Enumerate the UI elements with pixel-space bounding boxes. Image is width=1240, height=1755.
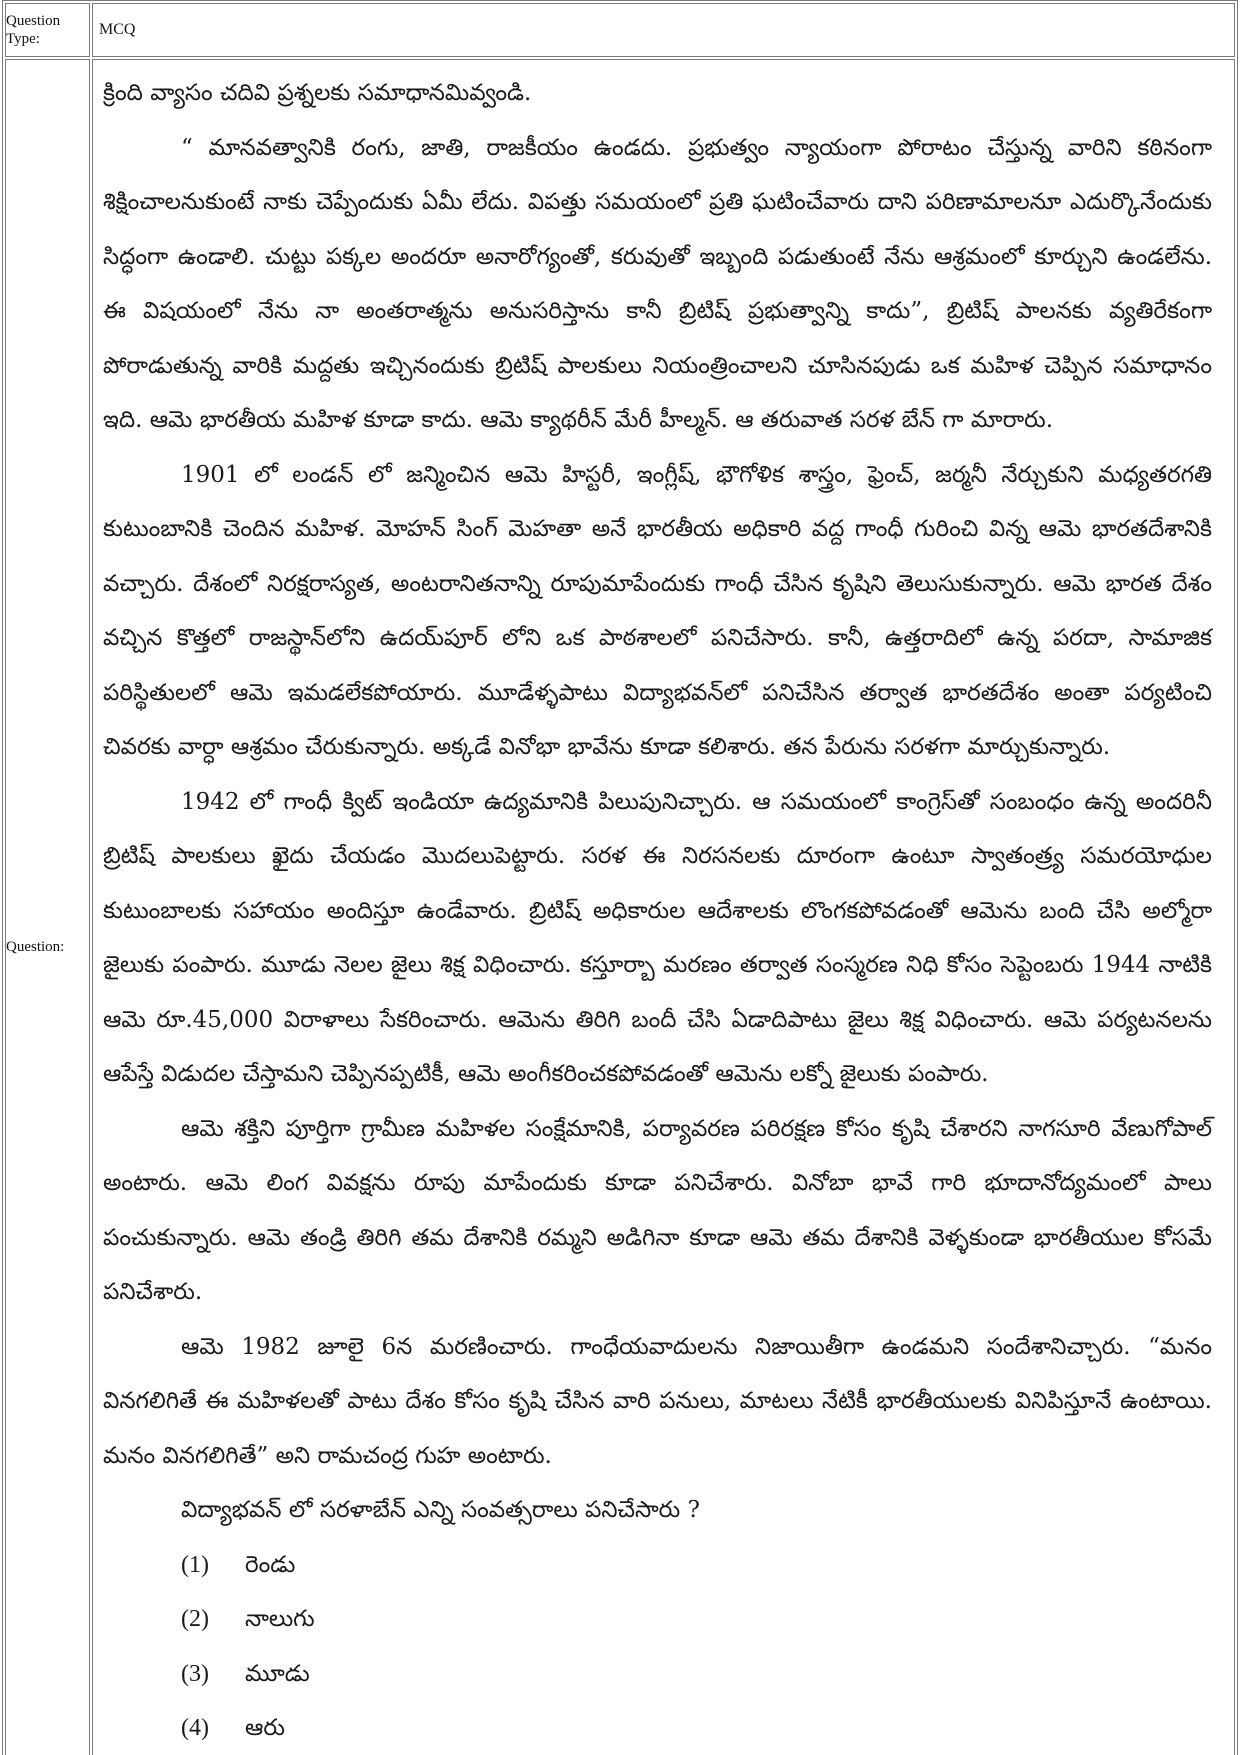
option-1[interactable]: [103, 1538, 1212, 1593]
option-number: (4): [181, 1715, 209, 1741]
question-sheet: [2, 0, 1238, 1755]
option-number: (1): [181, 1551, 209, 1578]
question-content: [92, 59, 1235, 1755]
passage-paragraph-3: 1942 లో గాంధీ క్విట్ ఇండియా ఉద్యమానికి పిలుపునిచ్చారు. ఆ సమయంలో కాంగ్రెస్‌తో సంబంధం ఉన్న అందరినీ బ్రిటిష్ పాలకులు ఖైదు చేయడం మొదలుపెట్టారు. సరళ ఈ నిరసనలకు దూరంగా ఉంటూ స్వాతంత్ర్య సమరయోధుల కుటుంబాలకు సహాయం అందిస్తూ ఉండేవారు. బ్రిటిష్ అధికారుల ఆదేశాలకు లొంగకపోవడంతో ఆమెను బంది చేసి అల్మోరా జైలుకు పంపారు. మూడు నెలల జైలు శిక్ష విధించారు. కస్తూర్బా మరణం తర్వాత సంస్మరణ నిధి కోసం సెప్టెంబరు 1944 నాటికి ఆమె రూ.45,000 విరాళాలు సేకరించారు. ఆమెను తిరిగి బందీ చేసి ఏడాదిపాటు జైలు శిక్ష విధించారు. ఆమె పర్యటనలను ఆపేస్తే విడుదల చేస్తామని చెప్పినప్పటికీ, ఆమె అంగీకరించకపోవడంతో ఆమెను లక్నో జైలుకు పంపారు.: [103, 788, 1212, 1087]
question-table: [2, 0, 1238, 1755]
option-text: నాలుగు: [245, 1606, 315, 1632]
option-2[interactable]: [103, 1592, 1212, 1647]
passage-instruction: క్రింది వ్యాసం చదివి ప్రశ్నలకు సమాధానమివ్వండి.: [103, 80, 532, 106]
question-type-label: Question Type:: [5, 3, 90, 57]
option-number: (2): [181, 1606, 209, 1632]
passage-paragraph-5: ఆమె 1982 జూలై 6న మరణించారు. గాంధేయవాదులను నిజాయితీగా ఉండమని సందేశానిచ్చారు. “మనం వినగలిగితే ఈ మహిళలతో పాటు దేశం కోసం కృషి చేసిన వారి పనులు, మాటలు నేటికీ భారతీయులకు వినిపిస్తూనే ఉంటాయి. మనం వినగలిగితే” అని రామచంద్ర గుహ అంటారు.: [103, 1333, 1212, 1469]
option-4[interactable]: [103, 1701, 1212, 1755]
passage-paragraph-2: 1901 లో లండన్ లో జన్మించిన ఆమె హిస్టరీ, ఇంగ్లీష్, భౌగోళిక శాస్త్రం, ఫ్రెంచ్, జర్మనీ నేర్చుకుని మధ్యతరగతి కుటుంబానికి చెందిన మహిళ. మోహన్ సింగ్ మెహతా అనే భారతీయ అధికారి వద్ద గాంధీ గురించి విన్న ఆమె భారతదేశానికి వచ్చారు. దేశంలో నిరక్షరాస్యత, అంటరానితనాన్ని రూపుమాపేందుకు గాంధీ చేసిన కృషిని తెలుసుకున్నారు. ఆమె భారత దేశం వచ్చిన కొత్తలో రాజస్థాన్‌లోని ఉదయ్‌పూర్ లోని ఒక పాఠశాలలో పనిచేసారు. కానీ, ఉత్తరాదిలో ఉన్న పరదా, సామాజిక పరిస్థితులలో ఆమె ఇమడలేకపోయారు. మూడేళ్ళపాటు విద్యాభవన్‌లో పనిచేసిన తర్వాత భారతదేశం అంతా పర్యటించి చివరకు వార్ధా ఆశ్రమం చేరుకున్నారు. అక్కడే వినోభా భావేను కూడా కలిశారు. తన పేరును సరళగా మార్చుకున్నారు.: [103, 461, 1212, 760]
option-number: (3): [181, 1660, 209, 1687]
question-row: [5, 59, 1235, 1755]
question-label: Question:: [5, 59, 90, 1755]
option-text: ఆరు: [245, 1715, 285, 1741]
question-prompt: విద్యాభవన్ లో సరళాబేన్ ఎన్ని సంవత్సరాలు పనిచేసారు ?: [181, 1497, 700, 1523]
option-text: రెండు: [245, 1551, 296, 1578]
option-text: మూడు: [245, 1660, 310, 1687]
question-body: [93, 60, 1234, 1755]
question-type-row: [5, 3, 1235, 57]
passage-paragraph-4: ఆమె శక్తిని పూర్తిగా గ్రామీణ మహిళల సంక్షేమానికి, పర్యావరణ పరిరక్షణ కోసం కృషి చేశారని నాగసూరి వేణుగోపాల్ అంటారు. ఆమె లింగ వివక్షను రూపు మాపేందుకు కూడా పనిచేశారు. వినోబా భావే గారి భూదానోద్యమంలో పాలు పంచుకున్నారు. ఆమె తండ్రి తిరిగి తమ దేశానికి రమ్మని అడిగినా కూడా ఆమె తమ దేశానికి వెళ్ళకుండా భారతీయుల కోసమే పనిచేశారు.: [103, 1115, 1212, 1305]
passage-paragraph-1: “ మానవత్వానికి రంగు, జాతి, రాజకీయం ఉండదు. ప్రభుత్వం న్యాయంగా పోరాటం చేస్తున్న వారిని కఠినంగా శిక్షించాలనుకుంటే నాకు చెప్పేందుకు ఏమీ లేదు. విపత్తు సమయంలో ప్రతి ఘటించేవారు దాని పరిణామాలనూ ఎదుర్కొనేందుకు సిద్ధంగా ఉండాలి. చుట్టు పక్కల అందరూ అనారోగ్యంతో, కరువుతో ఇబ్బంది పడుతుంటే నేను ఆశ్రమంలో కూర్చుని ఉండలేను. ఈ విషయంలో నేను నా అంతరాత్మను అనుసరిస్తాను కానీ బ్రిటిష్ ప్రభుత్వాన్ని కాదు”, బ్రిటిష్ పాలనకు వ్యతిరేకంగా పోరాడుతున్న వారికి మద్దతు ఇచ్చినందుకు బ్రిటిష్ పాలకులు నియంత్రించాలని చూసినపుడు ఒక మహిళ చెప్పిన సమాధానం ఇది. ఆమె భారతీయ మహిళ కూడా కాదు. ఆమె క్యాథరీన్ మేరీ హీల్మన్. ఆ తరువాత సరళ బేన్ గా మారారు.: [103, 134, 1212, 433]
question-type-value: MCQ: [92, 3, 1235, 57]
option-3[interactable]: [103, 1647, 1212, 1702]
